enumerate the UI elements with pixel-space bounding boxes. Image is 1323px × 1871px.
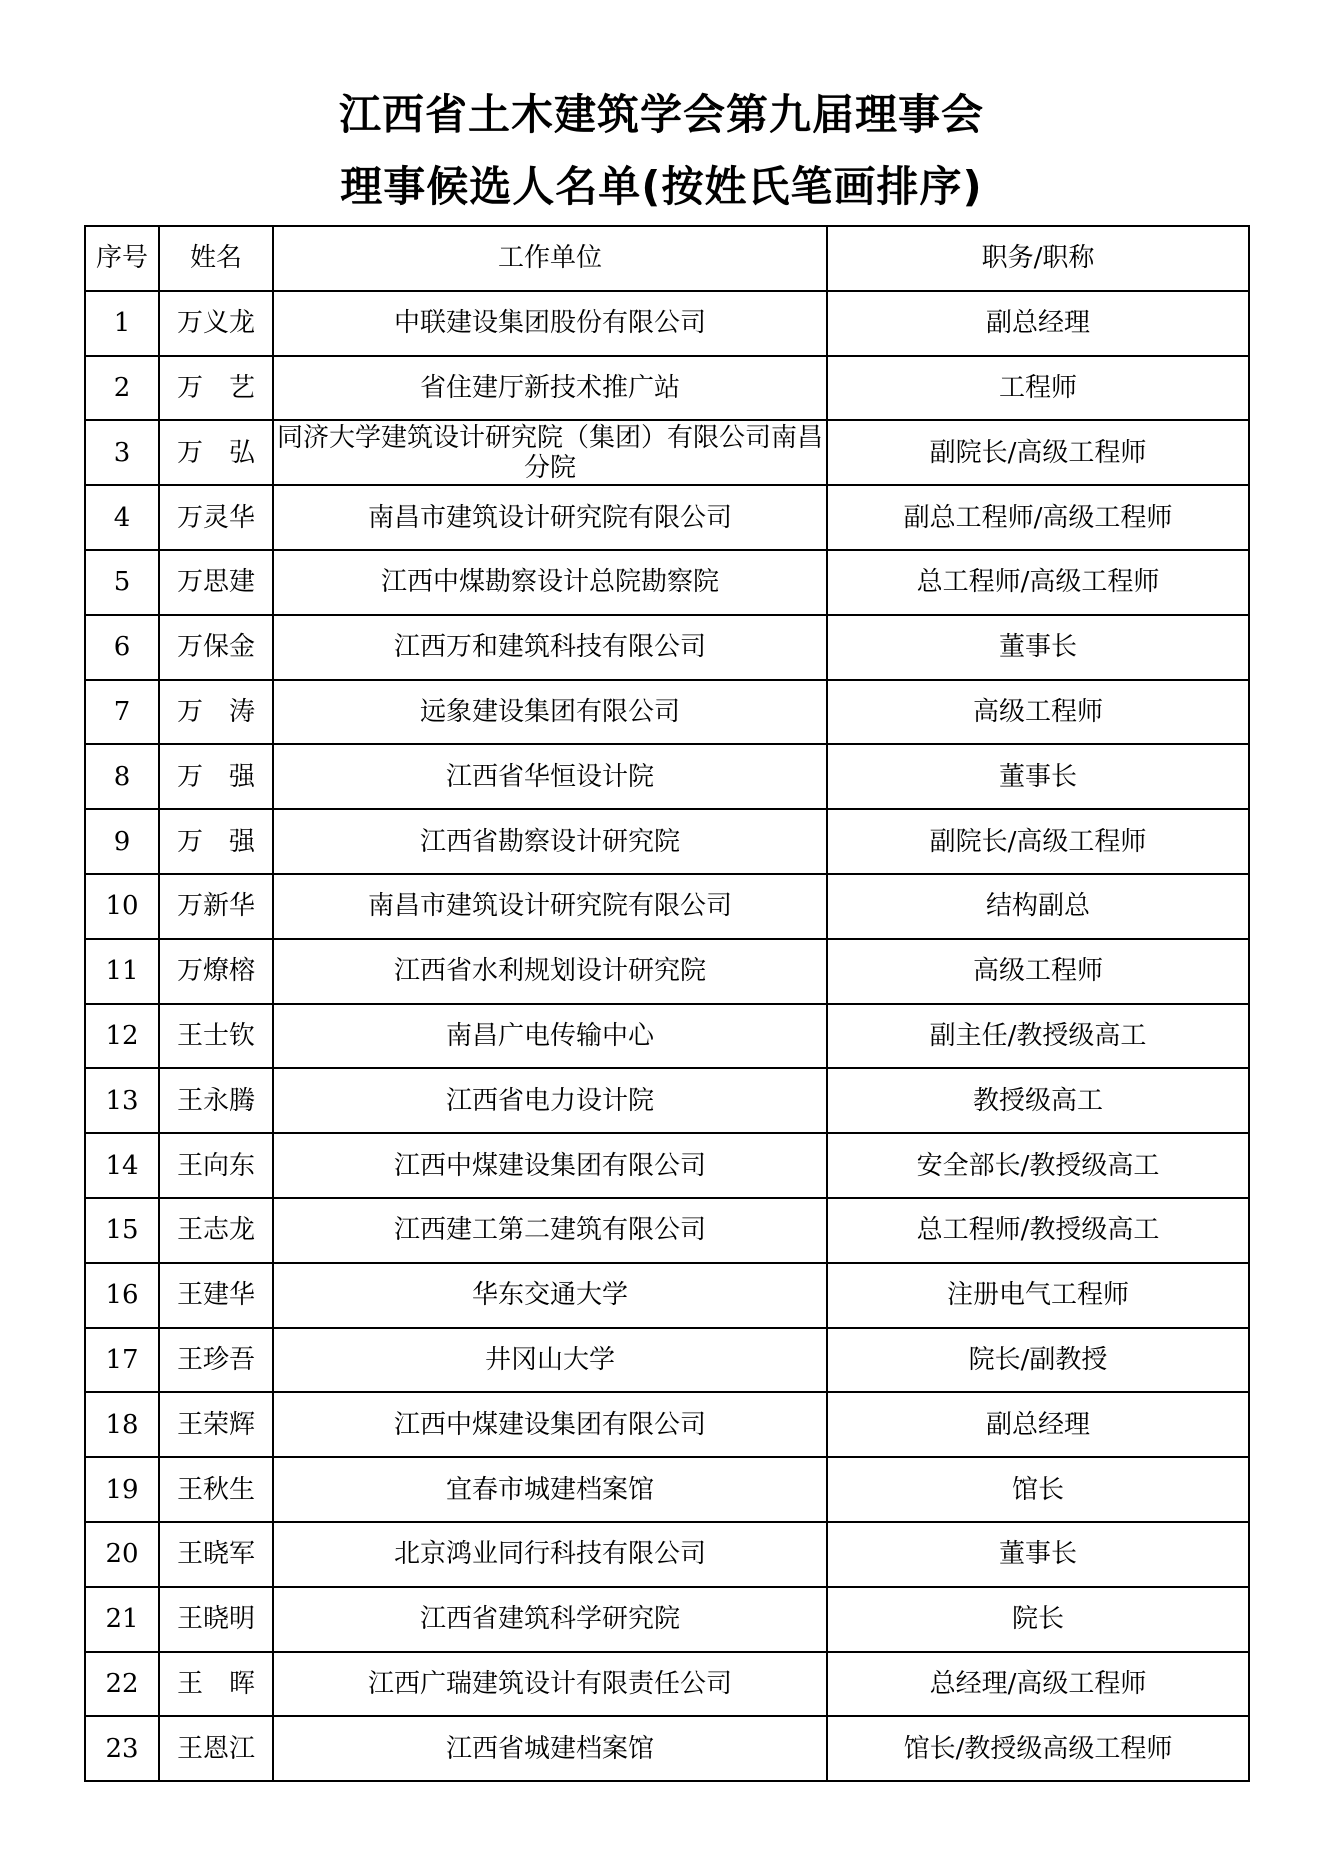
row-name: 王荣辉 bbox=[159, 1392, 273, 1457]
row-name: 王志龙 bbox=[159, 1198, 273, 1263]
table-row bbox=[85, 291, 1249, 356]
row-number: 11 bbox=[85, 939, 159, 1004]
row-organization: 江西省水利规划设计研究院 bbox=[273, 939, 827, 1004]
table-row bbox=[85, 1716, 1249, 1781]
table-row bbox=[85, 1133, 1249, 1198]
row-number: 4 bbox=[85, 485, 159, 550]
row-name: 王向东 bbox=[159, 1133, 273, 1198]
row-position: 教授级高工 bbox=[827, 1068, 1249, 1133]
row-number: 12 bbox=[85, 1004, 159, 1069]
table-row bbox=[85, 356, 1249, 421]
row-number: 18 bbox=[85, 1392, 159, 1457]
row-number: 13 bbox=[85, 1068, 159, 1133]
row-number: 15 bbox=[85, 1198, 159, 1263]
row-number: 23 bbox=[85, 1716, 159, 1781]
row-position: 董事长 bbox=[827, 615, 1249, 680]
row-name: 王士钦 bbox=[159, 1004, 273, 1069]
header-organization: 工作单位 bbox=[273, 226, 827, 291]
row-position: 院长 bbox=[827, 1587, 1249, 1652]
row-number: 3 bbox=[85, 420, 159, 485]
table-row bbox=[85, 485, 1249, 550]
row-organization: 江西广瑞建筑设计有限责任公司 bbox=[273, 1652, 827, 1717]
row-number: 10 bbox=[85, 874, 159, 939]
row-number: 22 bbox=[85, 1652, 159, 1717]
row-organization: 南昌广电传输中心 bbox=[273, 1004, 827, 1069]
table-row bbox=[85, 680, 1249, 745]
table-row bbox=[85, 1198, 1249, 1263]
row-organization: 江西中煤勘察设计总院勘察院 bbox=[273, 550, 827, 615]
table-row bbox=[85, 1522, 1249, 1587]
row-name: 万思建 bbox=[159, 550, 273, 615]
row-name: 王 晖 bbox=[159, 1652, 273, 1717]
row-number: 7 bbox=[85, 680, 159, 745]
row-organization: 宜春市城建档案馆 bbox=[273, 1457, 827, 1522]
row-organization: 南昌市建筑设计研究院有限公司 bbox=[273, 485, 827, 550]
header-row bbox=[85, 226, 1249, 291]
row-position: 总工程师/高级工程师 bbox=[827, 550, 1249, 615]
row-position: 高级工程师 bbox=[827, 680, 1249, 745]
row-organization: 南昌市建筑设计研究院有限公司 bbox=[273, 874, 827, 939]
row-name: 万燎榕 bbox=[159, 939, 273, 1004]
table-row bbox=[85, 615, 1249, 680]
row-position: 馆长 bbox=[827, 1457, 1249, 1522]
row-position: 工程师 bbox=[827, 356, 1249, 421]
row-name: 王永腾 bbox=[159, 1068, 273, 1133]
table-header bbox=[85, 226, 1249, 291]
row-organization: 省住建厅新技术推广站 bbox=[273, 356, 827, 421]
row-organization: 北京鸿业同行科技有限公司 bbox=[273, 1522, 827, 1587]
row-organization: 江西万和建筑科技有限公司 bbox=[273, 615, 827, 680]
row-position: 总经理/高级工程师 bbox=[827, 1652, 1249, 1717]
row-organization: 江西省勘察设计研究院 bbox=[273, 809, 827, 874]
row-number: 20 bbox=[85, 1522, 159, 1587]
row-position: 副总经理 bbox=[827, 291, 1249, 356]
table-row bbox=[85, 939, 1249, 1004]
row-position: 副主任/教授级高工 bbox=[827, 1004, 1249, 1069]
table-row bbox=[85, 809, 1249, 874]
row-organization: 江西中煤建设集团有限公司 bbox=[273, 1133, 827, 1198]
document-title-line2: 理事候选人名单(按姓氏笔画排序) bbox=[340, 162, 983, 211]
row-name: 王珍吾 bbox=[159, 1328, 273, 1393]
row-position: 副院长/高级工程师 bbox=[827, 809, 1249, 874]
row-name: 万灵华 bbox=[159, 485, 273, 550]
row-position: 馆长/教授级高级工程师 bbox=[827, 1716, 1249, 1781]
row-organization: 江西省城建档案馆 bbox=[273, 1716, 827, 1781]
row-position: 副院长/高级工程师 bbox=[827, 420, 1249, 485]
row-position: 董事长 bbox=[827, 744, 1249, 809]
row-number: 9 bbox=[85, 809, 159, 874]
header-name: 姓名 bbox=[159, 226, 273, 291]
table-row bbox=[85, 1328, 1249, 1393]
row-number: 19 bbox=[85, 1457, 159, 1522]
row-number: 8 bbox=[85, 744, 159, 809]
row-name: 万义龙 bbox=[159, 291, 273, 356]
row-organization: 江西建工第二建筑有限公司 bbox=[273, 1198, 827, 1263]
table-row bbox=[85, 1457, 1249, 1522]
row-organization: 华东交通大学 bbox=[273, 1263, 827, 1328]
document-title-line1: 江西省土木建筑学会第九届理事会 bbox=[338, 90, 984, 139]
table-row bbox=[85, 1587, 1249, 1652]
row-number: 5 bbox=[85, 550, 159, 615]
row-organization: 井冈山大学 bbox=[273, 1328, 827, 1393]
row-name: 万 艺 bbox=[159, 356, 273, 421]
row-organization: 江西中煤建设集团有限公司 bbox=[273, 1392, 827, 1457]
header-number: 序号 bbox=[85, 226, 159, 291]
row-position: 结构副总 bbox=[827, 874, 1249, 939]
row-name: 王晓明 bbox=[159, 1587, 273, 1652]
table-row bbox=[85, 1068, 1249, 1133]
row-number: 16 bbox=[85, 1263, 159, 1328]
row-position: 院长/副教授 bbox=[827, 1328, 1249, 1393]
row-position: 总工程师/教授级高工 bbox=[827, 1198, 1249, 1263]
candidate-table bbox=[84, 225, 1250, 1782]
row-position: 安全部长/教授级高工 bbox=[827, 1133, 1249, 1198]
table-body bbox=[85, 291, 1249, 1781]
row-number: 14 bbox=[85, 1133, 159, 1198]
row-organization: 江西省建筑科学研究院 bbox=[273, 1587, 827, 1652]
table-row bbox=[85, 744, 1249, 809]
row-organization: 中联建设集团股份有限公司 bbox=[273, 291, 827, 356]
row-number: 17 bbox=[85, 1328, 159, 1393]
row-organization: 江西省电力设计院 bbox=[273, 1068, 827, 1133]
row-name: 万 涛 bbox=[159, 680, 273, 745]
row-name: 万 强 bbox=[159, 809, 273, 874]
table-row bbox=[85, 1004, 1249, 1069]
row-name: 万新华 bbox=[159, 874, 273, 939]
row-number: 6 bbox=[85, 615, 159, 680]
row-position: 董事长 bbox=[827, 1522, 1249, 1587]
row-number: 2 bbox=[85, 356, 159, 421]
table-row bbox=[85, 420, 1249, 485]
table-row bbox=[85, 874, 1249, 939]
row-name: 万保金 bbox=[159, 615, 273, 680]
row-name: 王秋生 bbox=[159, 1457, 273, 1522]
table-row bbox=[85, 1263, 1249, 1328]
table-row bbox=[85, 1392, 1249, 1457]
table-row bbox=[85, 550, 1249, 615]
row-number: 1 bbox=[85, 291, 159, 356]
row-number: 21 bbox=[85, 1587, 159, 1652]
row-position: 副总经理 bbox=[827, 1392, 1249, 1457]
table-row bbox=[85, 1652, 1249, 1717]
row-name: 王恩江 bbox=[159, 1716, 273, 1781]
row-name: 万 弘 bbox=[159, 420, 273, 485]
row-name: 万 强 bbox=[159, 744, 273, 809]
row-position: 注册电气工程师 bbox=[827, 1263, 1249, 1328]
row-name: 王建华 bbox=[159, 1263, 273, 1328]
row-organization: 同济大学建筑设计研究院（集团）有限公司南昌分院 bbox=[273, 420, 827, 485]
row-position: 高级工程师 bbox=[827, 939, 1249, 1004]
header-position: 职务/职称 bbox=[827, 226, 1249, 291]
row-organization: 远象建设集团有限公司 bbox=[273, 680, 827, 745]
row-position: 副总工程师/高级工程师 bbox=[827, 485, 1249, 550]
row-organization: 江西省华恒设计院 bbox=[273, 744, 827, 809]
row-name: 王晓军 bbox=[159, 1522, 273, 1587]
